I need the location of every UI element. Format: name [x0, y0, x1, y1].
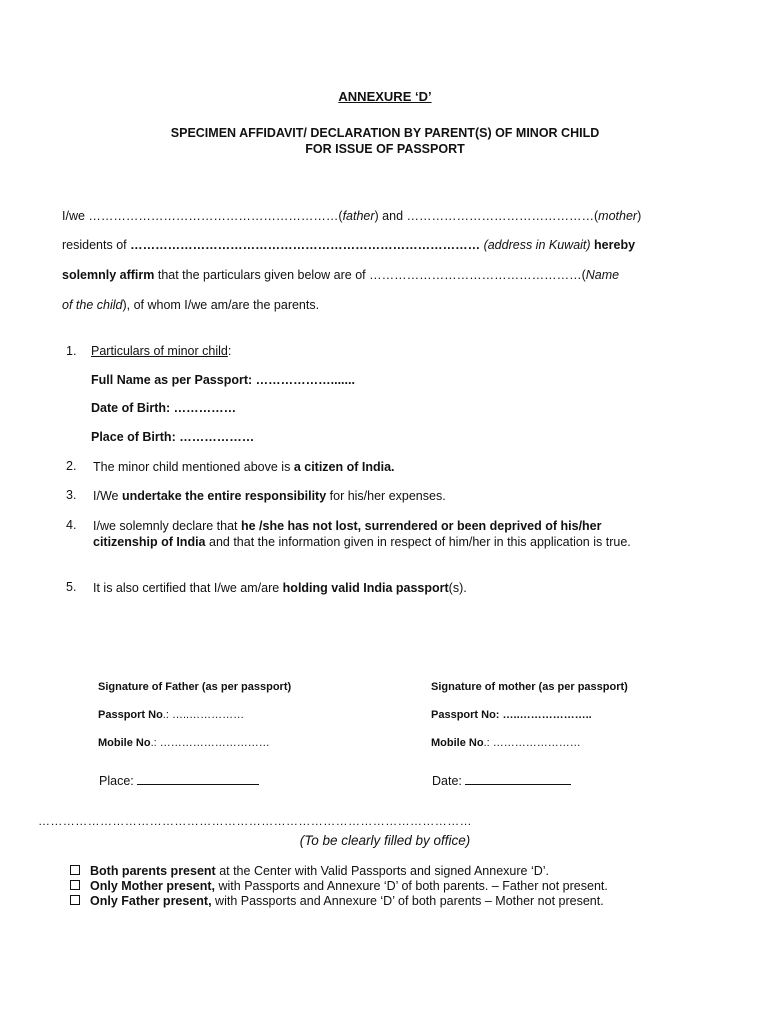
item-2-bold: a citizen of India. [293, 460, 395, 474]
hereby-text: hereby [590, 238, 636, 252]
office-option-father [70, 894, 604, 908]
place-label: Place: [99, 774, 138, 788]
particulars-colon: : [227, 344, 232, 358]
father-label: father [342, 209, 375, 223]
solemnly-affirm-text: solemnly affirm [62, 268, 155, 282]
office-note: (To be clearly filled by office) [299, 833, 471, 848]
item-4-plain-a: I/we solemnly declare that [93, 519, 241, 533]
only-father-text: with Passports and Annexure ‘D’ of both parents – Mother not present. [211, 894, 604, 908]
both-parents-bold: Both parents present [90, 864, 216, 878]
address-label: (address in Kuwait) [480, 238, 591, 252]
item-2-plain: The minor child mentioned above is [93, 460, 294, 474]
only-mother-text: with Passports and Annexure ‘D’ of both parents. – Father not present. [215, 879, 608, 893]
full-name-dots: ………………....... [255, 373, 355, 387]
office-separator: …………………………………………………………………………………………… [38, 814, 472, 828]
item-1-number: 1. [66, 344, 77, 358]
item-3-plain-b: for his/her expenses. [326, 489, 446, 503]
address-dots: ………………………………………………………………………… [130, 238, 481, 252]
only-father-checkbox[interactable] [70, 895, 80, 905]
father-mobile-label: Mobile No [98, 737, 151, 749]
mother-mobile-dots: .: …………………… [483, 737, 581, 749]
father-signature-title: Signature of Father (as per passport) [98, 681, 292, 693]
mother-passport-dots: : …..……………….. [495, 709, 592, 721]
mother-mobile-label: Mobile No [431, 737, 484, 749]
intro-and-text: ) and ………………………………………( [374, 209, 599, 223]
item-2-number: 2. [66, 459, 77, 473]
intro-line-3 [62, 268, 619, 282]
item-3-plain-a: I/We [93, 489, 122, 503]
particulars-text: that the particulars given below are of ……………………………………………( [154, 268, 586, 282]
father-passport-dots: .: …..…………… [162, 709, 245, 721]
intro-close-paren: ) [637, 209, 642, 223]
item-5-number: 5. [66, 580, 77, 594]
item-4-bold: he /she has not lost, surrendered or been deprived of his/her citizenship of India [93, 519, 602, 549]
father-mobile-dots: .: ………………………… [150, 737, 270, 749]
mother-signature-title: Signature of mother (as per passport) [431, 681, 628, 693]
only-mother-bold: Only Mother present, [90, 879, 216, 893]
pob-dots: : ……………… [171, 430, 255, 444]
of-the-child-label: of the child [62, 298, 123, 312]
only-father-bold: Only Father present, [90, 894, 212, 908]
father-passport-row [98, 709, 244, 721]
mother-label: mother [598, 209, 638, 223]
intro-we-text: I/we ……………………………………………………( [62, 209, 343, 223]
item-3-text [93, 488, 673, 504]
date-field[interactable] [465, 773, 571, 785]
item-4-text [93, 518, 665, 550]
office-option-both [70, 864, 549, 878]
particulars-heading: Particulars of minor child [91, 344, 228, 358]
place-field[interactable] [137, 773, 259, 785]
dob-label: Date of Birth [91, 401, 166, 415]
full-name-label: Full Name as per Passport: [91, 373, 256, 387]
item-5-plain-b: (s). [448, 581, 467, 595]
item-5-plain-a: It is also certified that I/we am/are [93, 581, 283, 595]
item-4-number: 4. [66, 518, 77, 532]
place-row [99, 773, 259, 788]
intro-line-1 [62, 209, 641, 223]
dob-dots: : …………… [166, 401, 237, 415]
father-mobile-row [98, 737, 270, 749]
item-3-bold: undertake the entire responsibility [121, 489, 327, 503]
parents-text: ), of whom I/we am/are the parents. [122, 298, 320, 312]
office-option-mother [70, 879, 608, 893]
date-label: Date: [432, 774, 466, 788]
item-5-bold: holding valid India passport [282, 581, 449, 595]
mother-mobile-row [431, 737, 581, 749]
pob-label: Place of Birth [91, 430, 172, 444]
father-passport-label: Passport No [98, 709, 163, 721]
dob-row [91, 401, 236, 415]
residents-text: residents of [62, 238, 131, 252]
item-2-text [93, 459, 673, 475]
only-mother-checkbox[interactable] [70, 880, 80, 890]
name-label: Name [585, 268, 620, 282]
item-4-plain-b: and that the information given in respect of him/her in this application is true. [205, 535, 631, 549]
pob-row [91, 430, 254, 444]
date-row [432, 773, 571, 788]
both-parents-text: at the Center with Valid Passports and signed Annexure ‘D’. [215, 864, 550, 878]
item-5-text [93, 580, 673, 596]
title-line-2: FOR ISSUE OF PASSPORT [305, 142, 465, 156]
full-name-row [91, 373, 355, 387]
title-line-1: SPECIMEN AFFIDAVIT/ DECLARATION BY PARENT(S) OF MINOR CHILD [170, 126, 600, 140]
item-3-number: 3. [66, 488, 77, 502]
mother-passport-row [431, 709, 592, 721]
item-1-heading [91, 344, 231, 358]
both-parents-checkbox[interactable] [70, 865, 80, 875]
intro-line-2 [62, 238, 635, 252]
annexure-heading: ANNEXURE ‘D’ [338, 89, 432, 104]
mother-passport-label: Passport No [431, 709, 496, 721]
intro-line-4 [62, 298, 319, 312]
